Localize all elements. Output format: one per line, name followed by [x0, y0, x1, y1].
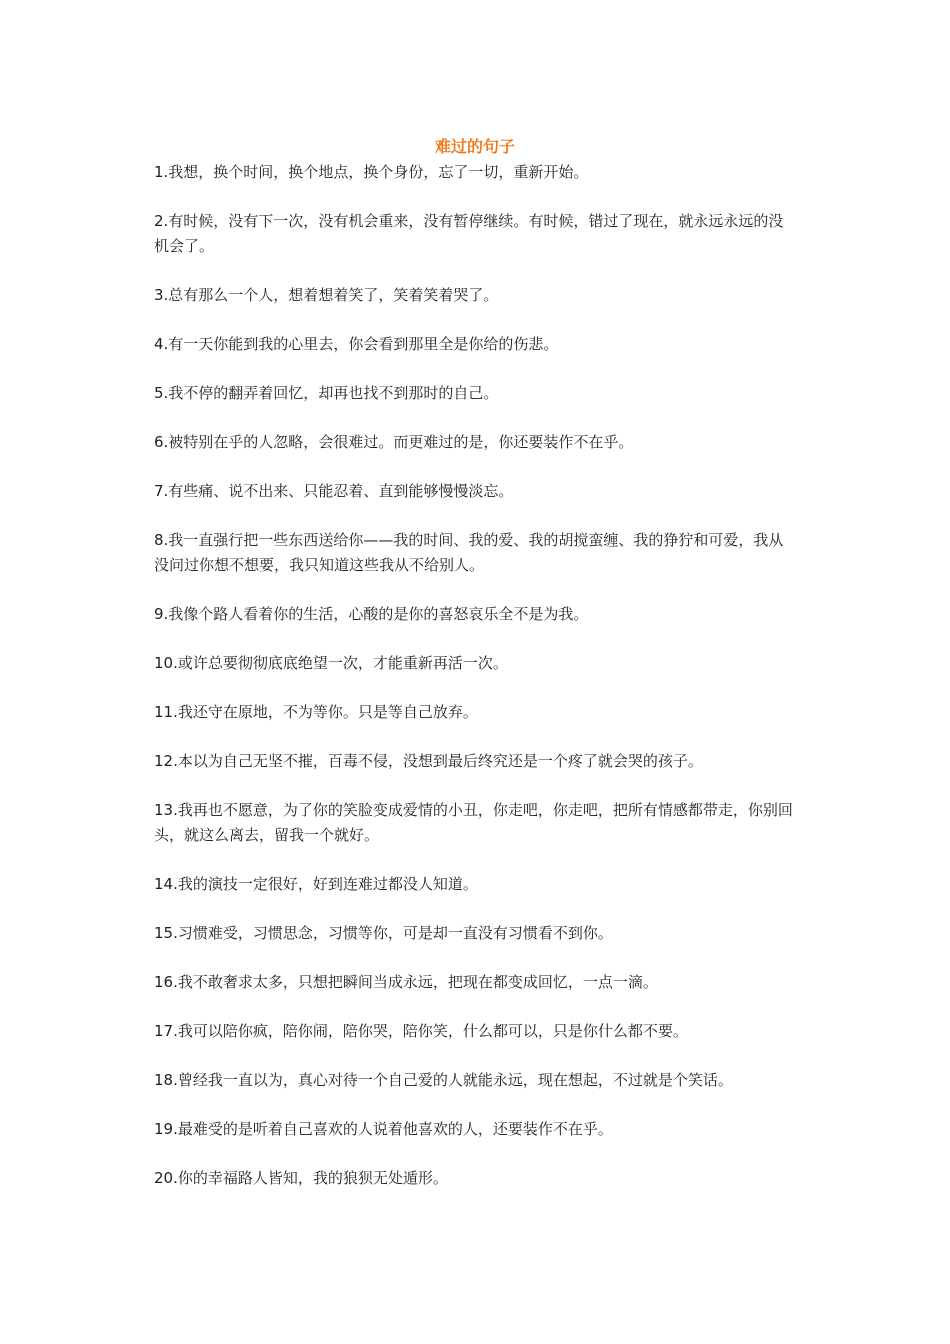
list-item: 5.我不停的翻弄着回忆，却再也找不到那时的自己。 — [154, 384, 499, 402]
list-item: 14.我的演技一定很好，好到连难过都没人知道。 — [154, 875, 478, 893]
list-item: 17.我可以陪你疯，陪你闹，陪你哭，陪你笑，什么都可以，只是你什么都不要。 — [154, 1022, 688, 1040]
list-item: 11.我还守在原地，不为等你。只是等自己放弃。 — [154, 703, 478, 721]
list-item: 20.你的幸福路人皆知，我的狼狈无处遁形。 — [154, 1169, 448, 1187]
list-item: 10.或许总要彻彻底底绝望一次，才能重新再活一次。 — [154, 654, 508, 672]
list-item: 1.我想，换个时间，换个地点，换个身份，忘了一切，重新开始。 — [154, 163, 589, 181]
list-item: 15.习惯难受，习惯思念，习惯等你，可是却一直没有习惯看不到你。 — [154, 924, 613, 942]
list-item: 12.本以为自己无坚不摧，百毒不侵，没想到最后终究还是一个疼了就会哭的孩子。 — [154, 752, 703, 770]
list-item: 9.我像个路人看着你的生活，心酸的是你的喜怒哀乐全不是为我。 — [154, 605, 589, 623]
list-item: 7.有些痛、说不出来、只能忍着、直到能够慢慢淡忘。 — [154, 482, 514, 500]
list-item: 2.有时候，没有下一次，没有机会重来，没有暂停继续。有时候，错过了现在，就永远永远的没机会了。 — [154, 212, 784, 255]
list-item: 3.总有那么一个人，想着想着笑了，笑着笑着哭了。 — [154, 286, 499, 304]
list-item: 19.最难受的是听着自己喜欢的人说着他喜欢的人，还要装作不在乎。 — [154, 1120, 613, 1138]
list-item: 6.被特别在乎的人忽略，会很难过。而更难过的是，你还要装作不在乎。 — [154, 433, 634, 451]
list-item: 16.我不敢奢求太多，只想把瞬间当成永远，把现在都变成回忆，一点一滴。 — [154, 973, 658, 991]
sentence-list — [154, 160, 794, 1215]
list-item: 13.我再也不愿意，为了你的笑脸变成爱情的小丑，你走吧，你走吧，把所有情感都带走，你别回头，就这么离去，留我一个就好。 — [154, 801, 793, 844]
list-item: 8.我一直强行把一些东西送给你——我的时间、我的爱、我的胡搅蛮缠、我的狰狞和可爱，我从没问过你想不想要，我只知道这些我从不给别人。 — [154, 531, 784, 574]
list-item: 4.有一天你能到我的心里去，你会看到那里全是你给的伤悲。 — [154, 335, 559, 353]
list-item: 18.曾经我一直以为，真心对待一个自己爱的人就能永远，现在想起，不过就是个笑话。 — [154, 1071, 733, 1089]
document-title: 难过的句子 — [434, 137, 515, 156]
